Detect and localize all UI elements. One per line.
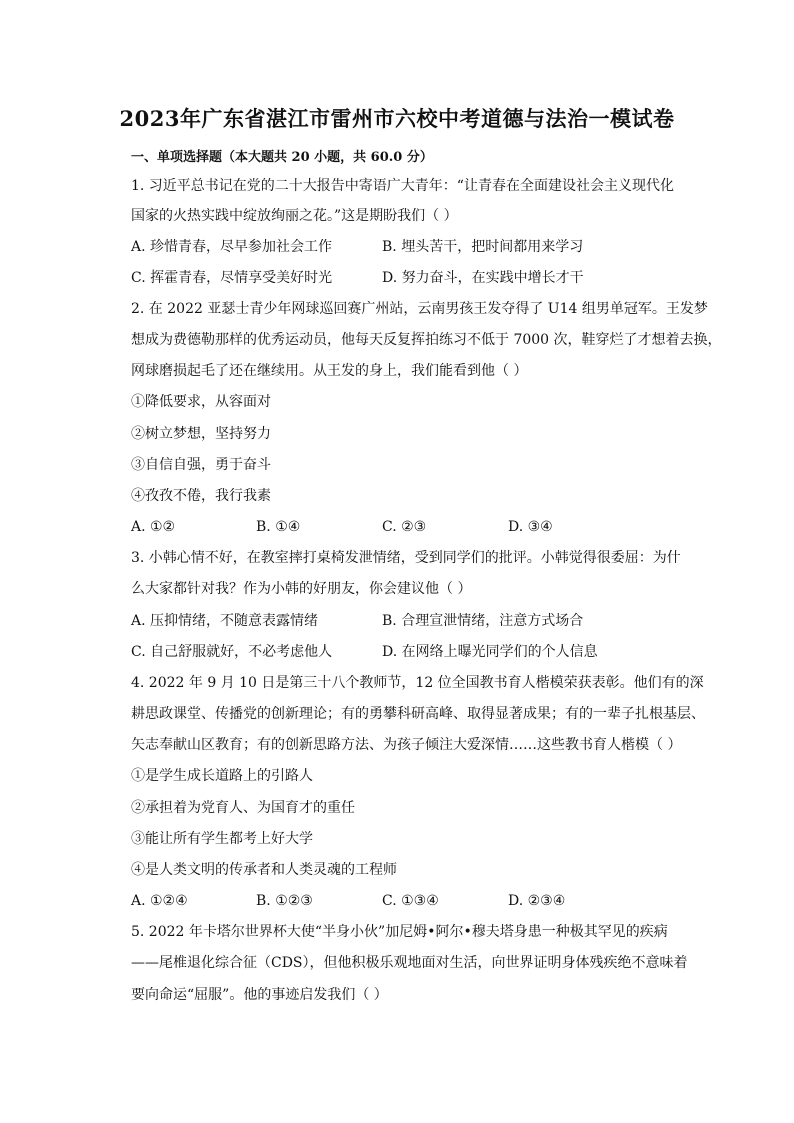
question-3-line-1: 3. 小韩心情不好，在教室摔打桌椅发泄情绪，受到同学们的批评。小韩觉得很委屈：为什 [131, 550, 681, 566]
question-2-option-c: C. ②③ [382, 519, 427, 535]
question-2-line-3: 网球磨损起毛了还在继续用。从王发的身上，我们能看到他（ ） [131, 363, 528, 379]
question-2-statement-3: ③自信自强，勇于奋斗 [131, 457, 271, 473]
question-3-option-c: C. 自己舒服就好，不必考虑他人 [131, 644, 333, 660]
question-3-option-b: B. 合理宣泄情绪，注意方式场合 [382, 613, 584, 629]
question-3-option-a: A. 压抑情绪，不随意表露情绪 [131, 613, 319, 629]
page-title: 2023年广东省湛江市雷州市六校中考道德与法治一模试卷 [119, 106, 675, 131]
section-heading: 一、单项选择题（本大题共 20 小题，共 60.0 分） [131, 150, 433, 165]
question-2-statement-1: ①降低要求，从容面对 [131, 394, 271, 410]
question-4-option-b: B. ①②③ [256, 893, 313, 909]
question-1-option-d: D. 努力奋斗，在实践中增长才干 [382, 270, 584, 286]
question-4-line-2: 耕思政课堂、传播党的创新理论；有的勇攀科研高峰、取得显著成果；有的一辈子扎根基层、 [131, 706, 705, 722]
question-1-line-1: 1. 习近平总书记在党的二十大报告中寄语广大青年：“让青春在全面建设社会主义现代化 [131, 178, 674, 194]
question-2-option-b: B. ①④ [256, 519, 301, 535]
question-2-line-1: 2. 在 2022 亚瑟士青少年网球巡回赛广州站，云南男孩王发夺得了 U14 组男单冠军。王发梦 [131, 301, 708, 317]
question-2-line-2: 想成为费德勒那样的优秀运动员，他每天反复挥拍练习不低于 7000 次，鞋穿烂了才想着去换， [131, 332, 722, 348]
question-3-line-2: 么大家都针对我？作为小韩的好朋友，你会建议他（ ） [131, 581, 472, 597]
question-4-line-3: 矢志奉献山区教育；有的创新思路方法、为孩子倾注大爱深情……这些教书育人楷模（ ） [131, 737, 682, 753]
question-2-statement-2: ②树立梦想，坚持努力 [131, 426, 271, 442]
question-1-line-2: 国家的火热实践中绽放绚丽之花。”这是期盼我们（ ） [131, 208, 458, 224]
question-3-option-d: D. 在网络上曝光同学们的个人信息 [382, 644, 598, 660]
question-5-line-2: ——尾椎退化综合征（CDS），但他积极乐观地面对生活，向世界证明身体残疾绝不意味着 [131, 955, 688, 971]
question-4-statement-2: ②承担着为党育人、为国育才的重任 [131, 800, 355, 816]
question-5-line-3: 要向命运“屈服”。他的事迹启发我们（ ） [131, 987, 388, 1003]
question-2-option-d: D. ③④ [508, 519, 553, 535]
question-4-option-c: C. ①③④ [382, 893, 439, 909]
question-4-statement-3: ③能让所有学生都考上好大学 [131, 831, 313, 847]
question-4-statement-1: ①是学生成长道路上的引路人 [131, 768, 313, 784]
question-5-line-1: 5. 2022 年卡塔尔世界杯大使“半身小伙”加尼姆•阿尔•穆夫塔身患一种极其罕见的疾病 [131, 924, 668, 940]
question-1-option-a: A. 珍惜青春，尽早参加社会工作 [131, 239, 333, 255]
question-4-option-a: A. ①②④ [131, 893, 188, 909]
question-2-statement-4: ④孜孜不倦，我行我素 [131, 488, 271, 504]
question-4-line-1: 4. 2022 年 9 月 10 日是第三十八个教师节，12 位全国教书育人楷模荣获表彰。他们有的深 [131, 675, 704, 691]
question-4-option-d: D. ②③④ [508, 893, 566, 909]
question-1-option-c: C. 挥霍青春，尽情享受美好时光 [131, 270, 333, 286]
question-1-option-b: B. 埋头苦干，把时间都用来学习 [382, 239, 584, 255]
question-2-option-a: A. ①② [131, 519, 176, 535]
question-4-statement-4: ④是人类文明的传承者和人类灵魂的工程师 [131, 862, 397, 878]
